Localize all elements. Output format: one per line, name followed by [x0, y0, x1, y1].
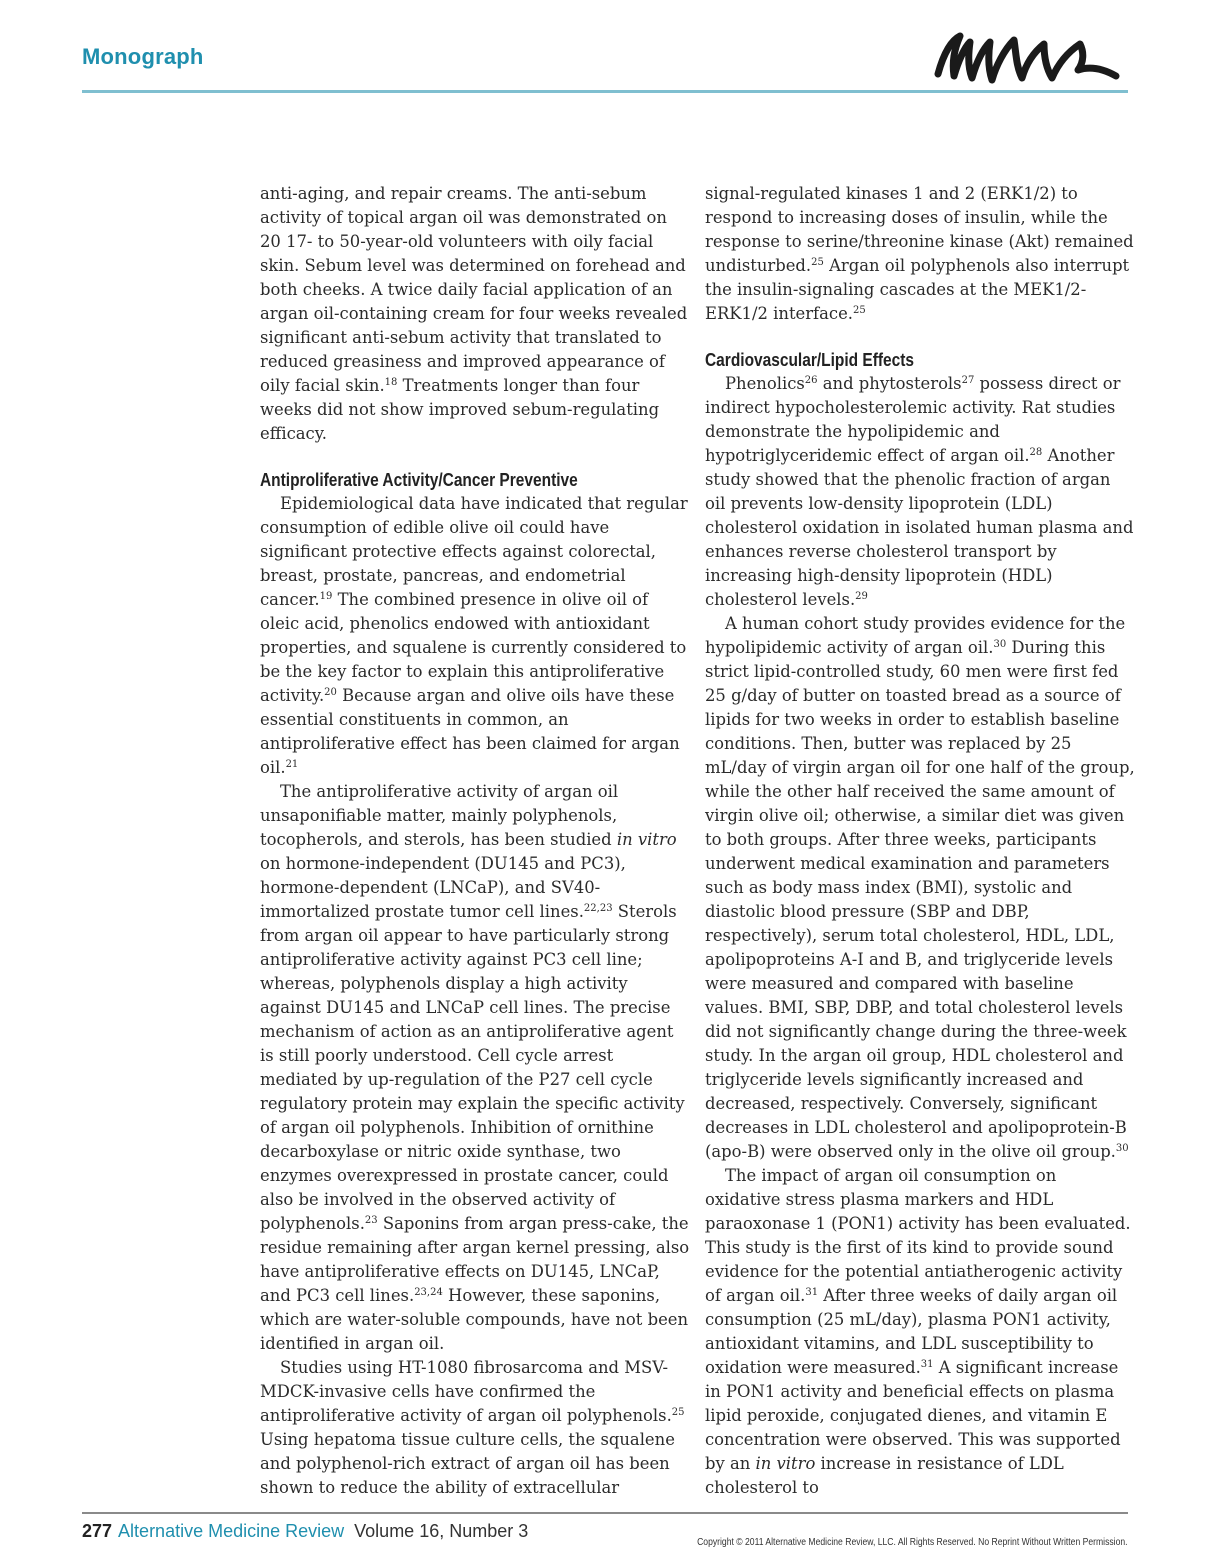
journal-name: Alternative Medicine Review	[118, 1521, 345, 1541]
citation-ref[interactable]: 20	[324, 687, 337, 698]
citation-ref[interactable]: 25	[853, 305, 866, 316]
paragraph: Phenolics$^{26}$ and phytosterols$^{27}$ possess direct or indirect hypocholesterolemic activity. Rat studies demonstrate the hypolipidemic and hypotriglyceridemic effect of argan oil.$^{28}$ Another study showed that the phenolic fraction of argan oil prevents low-density lipoprotein (LDL) cholesterol oxidation in isolated human plasma and enhances reverse cholesterol transport by increasing high-density lipoprotein (HDL) cholesterol levels.$^{29}$	[705, 374, 1134, 609]
citation-ref[interactable]: 30	[1115, 1143, 1129, 1154]
citation-ref[interactable]: 31	[805, 1287, 819, 1298]
paragraph: Epidemiological data have indicated that regular consumption of edible olive oil could have significant protective effects against colorectal, breast, prostate, pancreas, and endometrial cancer.$^{19}$ The combined presence in olive oil of oleic acid, phenolics endowed with antioxidant properties, and squalene is currently considered to be the key factor to explain this antiproliferative activity.$^{20}$ Because argan and olive oils have these essential constituents in common, an antiproliferative effect has been claimed for argan oil.$^{21}$	[260, 494, 688, 777]
paragraph: The impact of argan oil consumption on oxidative stress plasma markers and HDL paraoxonase 1 (PON1) activity has been evaluated. This study is the first of its kind to provide sound evidence for the potential antiatherogenic activity of argan oil.$^{31}$ After three weeks of daily argan oil consumption (25 mL/day), plasma PON1 activity, antioxidant vitamins, and LDL susceptibility to oxidation were measured.$^{31}$ A significant increase in PON1 activity and beneficial effects on plasma lipid peroxide, conjugated dienes, and vitamin E concentration were observed. This was supported by an in vitro increase in resistance of LDL cholesterol to	[705, 1166, 1131, 1497]
section-heading-cardiovascular: Cardiovascular/Lipid Effects	[705, 350, 915, 370]
citation-ref[interactable]: 25	[671, 1407, 685, 1418]
paragraph: signal-regulated kinases 1 and 2 (ERK1/2) to respond to increasing doses of insulin, while the response to serine/threonine kinase (Akt) remained undisturbed.$^{25}$ Argan oil polyphenols also interrupt the insulin-signaling cascades at the MEK1/2-ERK1/2 interface.$^{25}$	[705, 184, 1134, 323]
citation-ref[interactable]: 27	[961, 375, 975, 386]
citation-ref[interactable]: 30	[993, 639, 1007, 650]
citation-ref[interactable]: 23	[364, 1215, 378, 1226]
citation-ref[interactable]: 25	[811, 257, 824, 268]
section-heading-antiproliferative: Antiproliferative Activity/Cancer Preventive	[260, 470, 578, 490]
citation-ref[interactable]: 19	[319, 591, 333, 602]
citation-ref[interactable]: 22,23	[583, 903, 613, 914]
citation-ref[interactable]: 21	[285, 759, 299, 770]
right-column	[705, 182, 1135, 1500]
citation-ref[interactable]: 23,24	[414, 1287, 443, 1298]
paragraph: anti-aging, and repair creams. The anti-sebum activity of topical argan oil was demonstrated on 20 17- to 50-year-old volunteers with oily facial skin. Sebum level was determined on forehead and both cheeks. A twice daily facial application of an argan oil-containing cream for four weeks revealed significant anti-sebum activity that translated to reduced greasiness and improved appearance of oily facial skin.$^{18}$ Treatments longer than four weeks did not show improved sebum-regulating efficacy.	[260, 184, 688, 443]
paragraph: A human cohort study provides evidence for the hypolipidemic activity of argan oil.$^{30}$ During this strict lipid-controlled study, 60 men were first fed 25 g/day of butter on toasted bread as a source of lipids for two weeks in order to establish baseline conditions. Then, butter was replaced by 25 mL/day of virgin argan oil for one half of the group, while the other half received the same amount of virgin olive oil; otherwise, a similar diet was given to both groups. After three weeks, participants underwent medical examination and parameters such as body mass index (BMI), systolic and diastolic blood pressure (SBP and DBP, respectively), serum total cholesterol, HDL, LDL, apolipoproteins A-I and B, and triglyceride levels were measured and compared with baseline values. BMI, SBP, DBP, and total cholesterol levels did not significantly change during the three-week study. In the argan oil group, HDL cholesterol and triglyceride levels significantly increased and decreased, respectively. Conversely, significant decreases in LDL cholesterol and apolipoprotein-B (apo-B) were observed only in the olive oil group.$^{30}$	[705, 614, 1135, 1161]
paragraph: Studies using HT-1080 fibrosarcoma and MSV-MDCK-invasive cells have confirmed the antiproliferative activity of argan oil polyphenols.$^{25}$ Using hepatoma tissue culture cells, the squalene and polyphenol-rich extract of argan oil has been shown to reduce the ability of extracellular	[260, 1358, 685, 1497]
citation-ref[interactable]: 28	[1029, 447, 1043, 458]
citation-ref[interactable]: 31	[920, 1359, 934, 1370]
page-number: 277	[82, 1521, 113, 1541]
volume-info: Volume 16, Number 3	[354, 1521, 529, 1541]
header-divider	[82, 90, 1128, 93]
citation-ref[interactable]: 26	[804, 375, 818, 386]
citation-ref[interactable]: 18	[384, 377, 398, 388]
footer-citation	[82, 1521, 528, 1542]
paragraph: The antiproliferative activity of argan oil unsaponifiable matter, mainly polyphenols, tocopherols, and sterols, has been studied in vitro on hormone-independent (DU145 and PC3), hormone-dependent (LNCaP), and SV40-immortalized prostate tumor cell lines.$^{22,23}$ Sterols from argan oil appear to have particularly strong antiproliferative activity against PC3 cell line; whereas, polyphenols display a high activity against DU145 and LNCaP cell lines. The precise mechanism of action as an antiproliferative agent is still poorly understood. Cell cycle arrest mediated by up-regulation of the P27 cell cycle regulatory protein may explain the specific activity of argan oil polyphenols. Inhibition of ornithine decarboxylase or nitric oxide synthase, two enzymes overexpressed in prostate cancer, could also be involved in the observed activity of polyphenols.$^{23}$ Saponins from argan press-cake, the residue remaining after argan kernel pressing, also have antiproliferative effects on DU145, LNCaP, and PC3 cell lines.$^{23,24}$ However, these saponins, which are water-soluble compounds, have not been identified in argan oil.	[260, 782, 690, 1353]
left-column	[260, 182, 690, 1500]
amr-logo-icon	[930, 22, 1125, 84]
section-label: Monograph	[82, 44, 204, 69]
citation-ref[interactable]: 29	[855, 591, 868, 602]
copyright-notice: Copyright © 2011 Alternative Medicine Review, LLC. All Rights Reserved. No Reprint Without Written Permission.	[697, 1537, 1128, 1548]
footer-divider	[82, 1512, 1128, 1514]
